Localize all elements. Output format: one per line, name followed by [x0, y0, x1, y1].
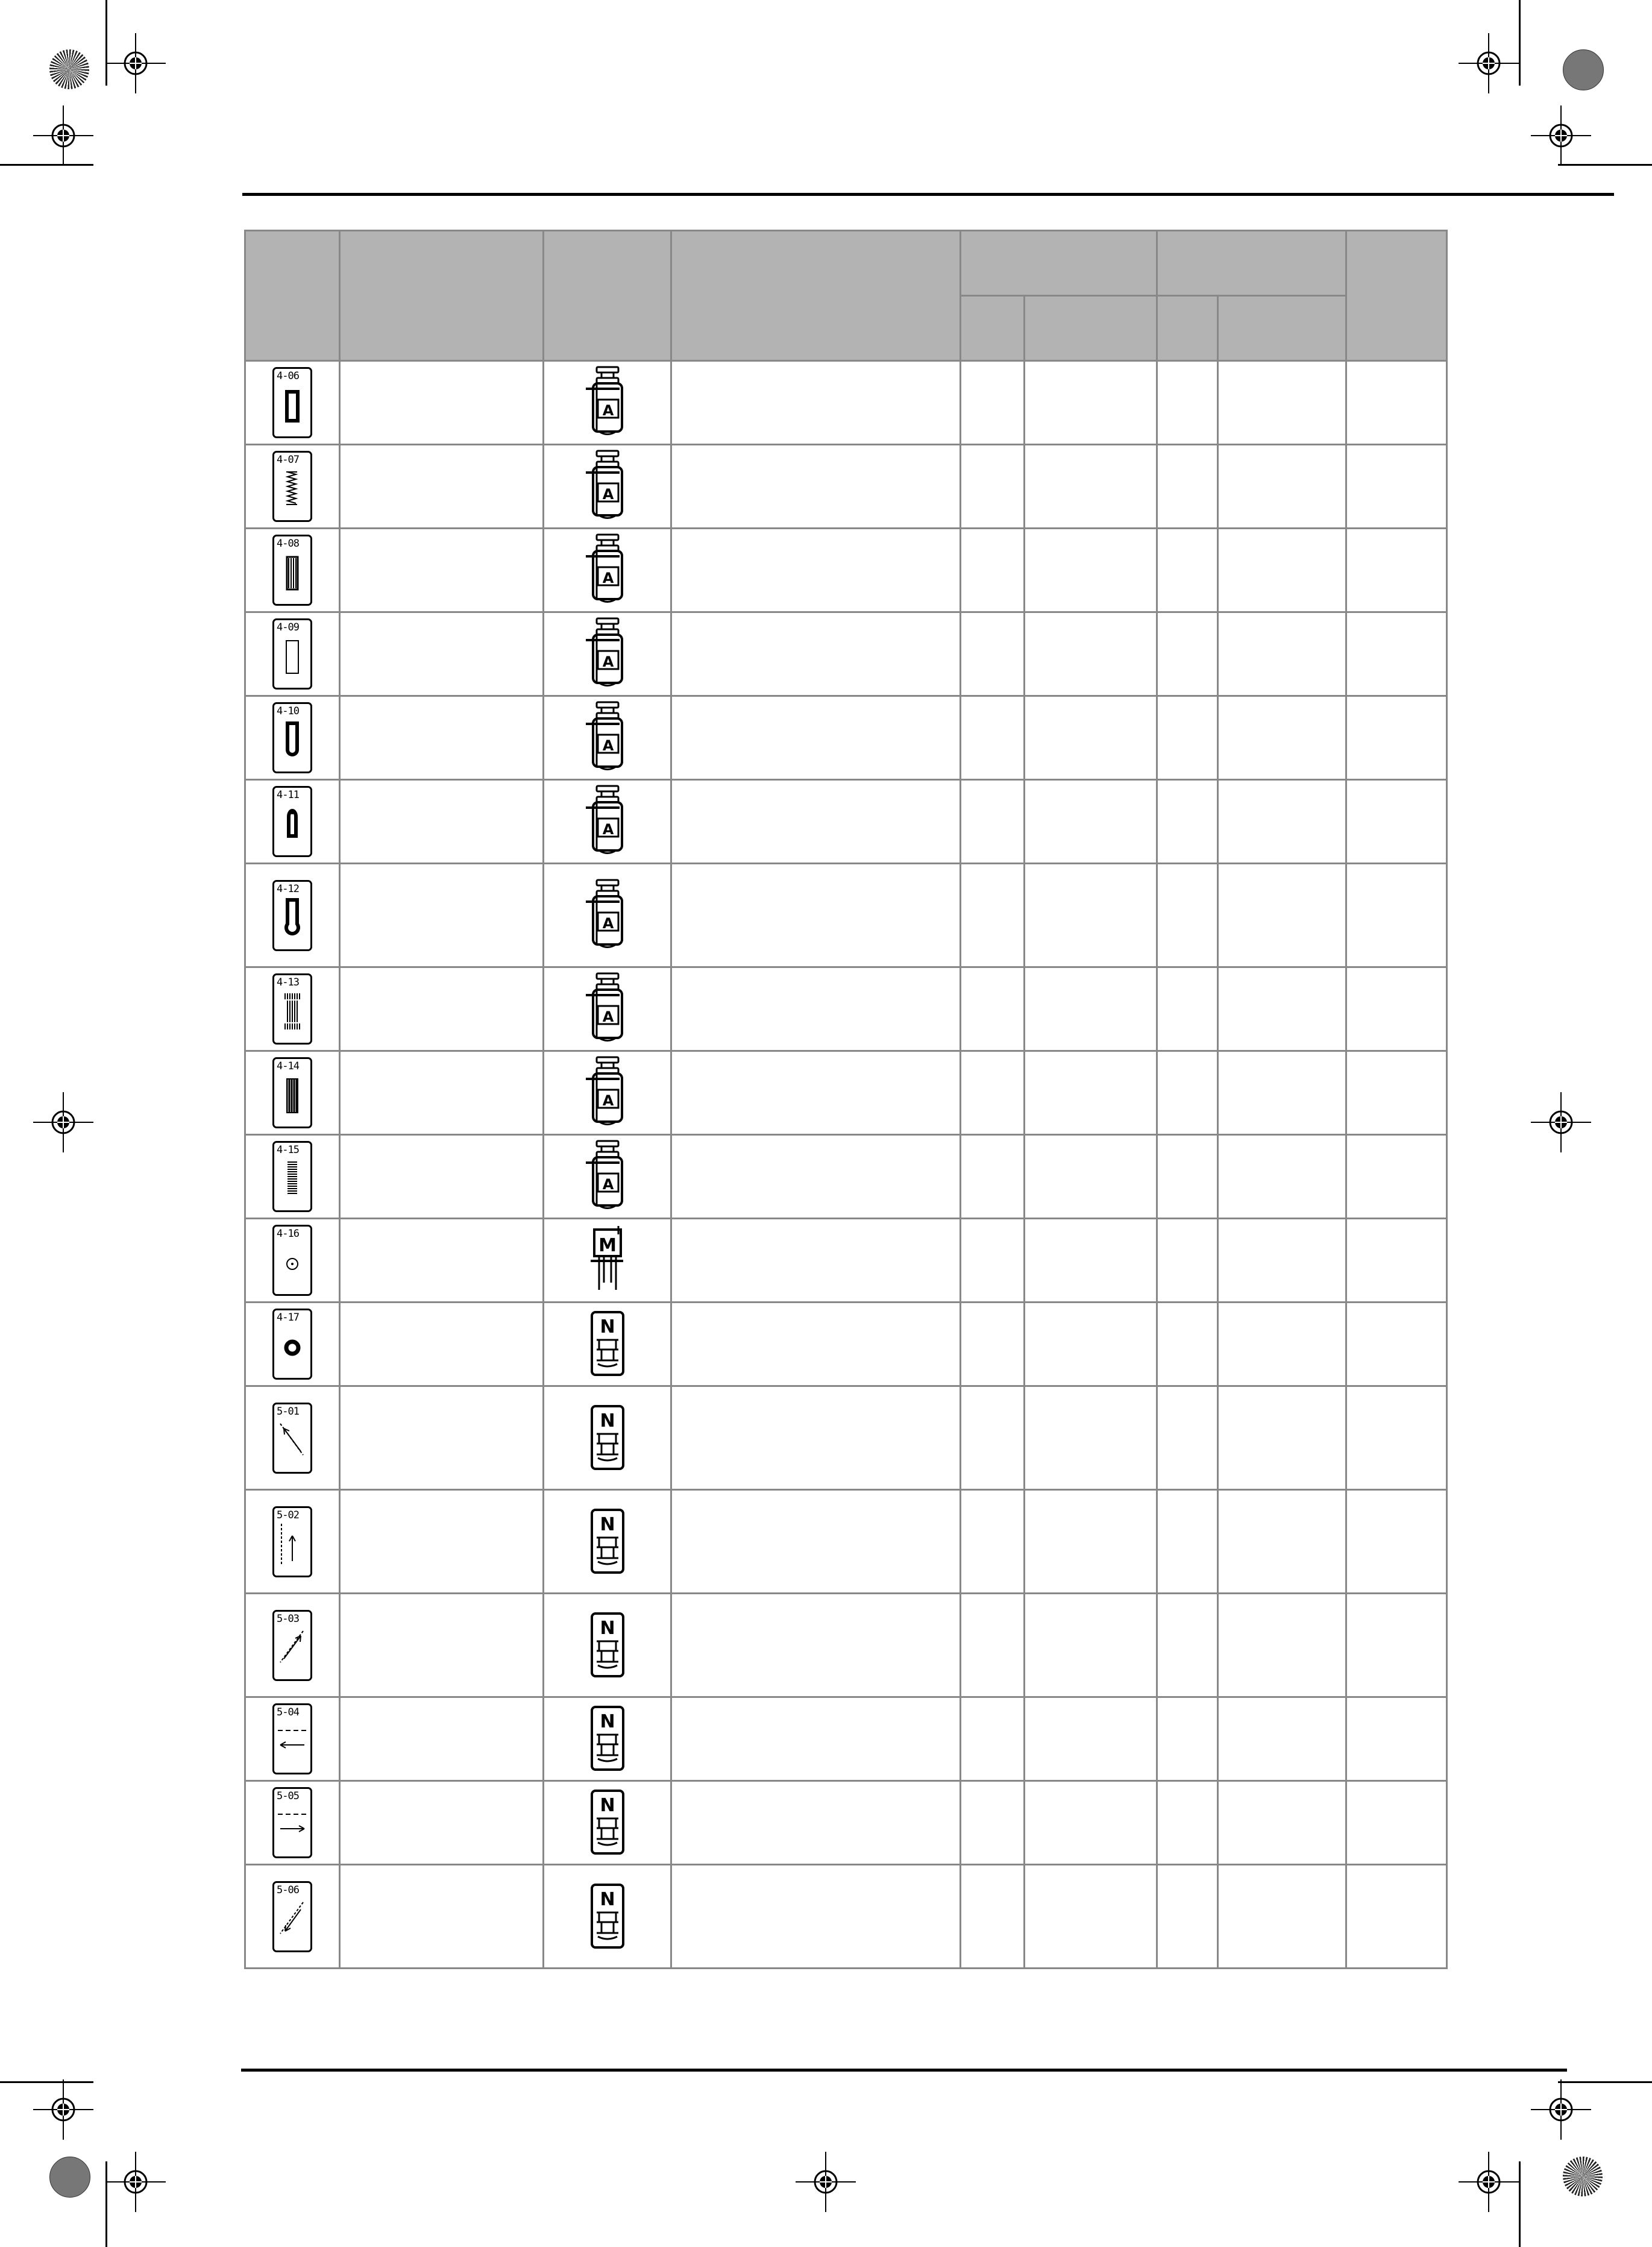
- table-cell: [1157, 361, 1218, 445]
- stitch-pattern-icon: [272, 1881, 312, 1952]
- header-subcell: [1218, 296, 1346, 361]
- stitch-pattern-icon: [272, 973, 312, 1045]
- svg-text:N: N: [599, 1513, 615, 1535]
- stitch-icon-cell: [245, 1594, 340, 1697]
- header-cell: [1346, 231, 1447, 361]
- table-cell: [1025, 780, 1157, 864]
- svg-text:M: M: [598, 1235, 617, 1256]
- table-cell: [671, 1051, 961, 1135]
- table-cell: [1346, 967, 1447, 1051]
- presser-foot-n-icon: [583, 1607, 632, 1683]
- svg-text:N: N: [599, 1795, 615, 1816]
- table-cell: [1025, 445, 1157, 529]
- table-cell: [1157, 1135, 1218, 1219]
- table-row: [245, 1303, 1447, 1386]
- table-cell: [1025, 1219, 1157, 1303]
- table-cell: [1157, 1865, 1218, 1969]
- svg-text:A: A: [602, 570, 614, 586]
- table-cell: [1346, 1051, 1447, 1135]
- stitch-code: 4-11: [277, 789, 299, 801]
- table-cell: [1025, 1490, 1157, 1594]
- stitch-icon-cell: [245, 780, 340, 864]
- table-cell: [1346, 696, 1447, 780]
- table-cell: [1025, 1135, 1157, 1219]
- table-cell: [1218, 445, 1346, 529]
- svg-text:A: A: [602, 402, 614, 419]
- table-cell: [1346, 1386, 1447, 1490]
- table-cell: [671, 1865, 961, 1969]
- registration-mark-icon: [796, 2152, 856, 2212]
- stitch-icon-cell: [245, 1697, 340, 1781]
- header-subcell: [1157, 296, 1218, 361]
- stitch-pattern-icon: [272, 451, 312, 522]
- table-cell: [1346, 1781, 1447, 1865]
- svg-text:A: A: [602, 1008, 614, 1025]
- presser-foot-a-icon: [583, 532, 632, 608]
- stitch-icon-cell: [245, 1051, 340, 1135]
- table-cell: [1346, 864, 1447, 967]
- presser-foot-a-icon: [583, 1055, 632, 1131]
- presser-foot-cell: [544, 1386, 671, 1490]
- stitch-icon-cell: [245, 696, 340, 780]
- table-cell: [1346, 1490, 1447, 1594]
- table-cell: [1157, 967, 1218, 1051]
- table-cell: [340, 1697, 544, 1781]
- table-cell: [1346, 1135, 1447, 1219]
- presser-foot-cell: [544, 1781, 671, 1865]
- table-cell: [340, 1594, 544, 1697]
- table-row: [245, 361, 1447, 445]
- table-cell: [340, 445, 544, 529]
- stitch-icon-cell: [245, 1490, 340, 1594]
- table-cell: [1218, 864, 1346, 967]
- table-cell: [961, 1386, 1025, 1490]
- table-cell: [1346, 1303, 1447, 1386]
- presser-foot-n-icon: [583, 1504, 632, 1580]
- top-rule: [242, 193, 1614, 196]
- table-cell: [1157, 1051, 1218, 1135]
- svg-text:N: N: [599, 1617, 615, 1639]
- presser-foot-cell: [544, 696, 671, 780]
- table-cell: [1218, 1594, 1346, 1697]
- table-cell: [1157, 864, 1218, 967]
- presser-foot-a-icon: [583, 365, 632, 441]
- presser-foot-a-icon: [583, 971, 632, 1047]
- presser-foot-a-icon: [583, 784, 632, 860]
- table-cell: [1025, 696, 1157, 780]
- table-cell: [961, 1219, 1025, 1303]
- table-body: [245, 361, 1447, 1969]
- stitch-pattern-icon: [272, 786, 312, 857]
- table-cell: [961, 1865, 1025, 1969]
- stitch-pattern-icon: [272, 1403, 312, 1474]
- registration-mark-icon: [33, 2079, 93, 2140]
- table-row: [245, 864, 1447, 967]
- svg-text:A: A: [602, 821, 614, 838]
- table-cell: [1025, 864, 1157, 967]
- header-cell: [340, 231, 544, 361]
- table-cell: [961, 696, 1025, 780]
- table-header: [245, 231, 1447, 361]
- table-cell: [340, 1303, 544, 1386]
- table-cell: [671, 967, 961, 1051]
- stitch-code: 5-03: [277, 1612, 299, 1625]
- table-cell: [340, 1219, 544, 1303]
- table-cell: [671, 612, 961, 696]
- stitch-pattern-icon: [272, 1610, 312, 1681]
- svg-text:A: A: [602, 1092, 614, 1109]
- stitch-code: 4-17: [277, 1312, 299, 1324]
- color-bar-disc: [49, 2157, 90, 2198]
- registration-mark-icon: [1531, 105, 1591, 166]
- presser-foot-n-icon: [583, 1400, 632, 1476]
- presser-foot-cell: [544, 1303, 671, 1386]
- presser-foot-cell: [544, 1219, 671, 1303]
- stitch-pattern-icon: [272, 618, 312, 690]
- table-cell: [961, 780, 1025, 864]
- table-cell: [1157, 1490, 1218, 1594]
- table-cell: [1157, 780, 1218, 864]
- stitch-code: 5-04: [277, 1706, 299, 1718]
- stitch-code: 4-16: [277, 1228, 299, 1240]
- header-subcell: [961, 296, 1025, 361]
- table-cell: [1157, 529, 1218, 612]
- stitch-icon-cell: [245, 864, 340, 967]
- presser-foot-cell: [544, 529, 671, 612]
- table-cell: [1218, 612, 1346, 696]
- presser-foot-a-icon: [583, 616, 632, 692]
- table-cell: [961, 529, 1025, 612]
- table-cell: [340, 529, 544, 612]
- table-cell: [671, 1386, 961, 1490]
- presser-foot-n-icon: [583, 1701, 632, 1777]
- table-cell: [671, 696, 961, 780]
- table-cell: [671, 445, 961, 529]
- table-row: [245, 1490, 1447, 1594]
- table-cell: [1157, 445, 1218, 529]
- header-cell: [544, 231, 671, 361]
- header-subcell: [1025, 296, 1157, 361]
- table-cell: [671, 1135, 961, 1219]
- table-cell: [1218, 1865, 1346, 1969]
- table-cell: [1025, 967, 1157, 1051]
- presser-foot-cell: [544, 864, 671, 967]
- table-cell: [671, 1303, 961, 1386]
- table-cell: [961, 1051, 1025, 1135]
- table-cell: [340, 864, 544, 967]
- table-cell: [1157, 1303, 1218, 1386]
- table-cell: [1157, 1386, 1218, 1490]
- table-cell: [961, 1697, 1025, 1781]
- stitch-code: 4-10: [277, 705, 299, 717]
- table-cell: [671, 1781, 961, 1865]
- table-cell: [1346, 780, 1447, 864]
- table-cell: [1218, 1135, 1346, 1219]
- table-row: [245, 612, 1447, 696]
- table-cell: [1157, 1697, 1218, 1781]
- stitch-code: 4-14: [277, 1060, 299, 1072]
- stitch-pattern-icon: [272, 367, 312, 438]
- presser-foot-cell: [544, 967, 671, 1051]
- presser-foot-n-icon: [583, 1879, 632, 1955]
- stitch-icon-cell: [245, 1303, 340, 1386]
- stitch-code: 4-12: [277, 882, 299, 895]
- table-row: [245, 780, 1447, 864]
- table-cell: [1218, 1697, 1346, 1781]
- registration-mark-icon: [105, 33, 166, 93]
- presser-foot-cell: [544, 780, 671, 864]
- table-cell: [671, 361, 961, 445]
- presser-foot-m-icon: [583, 1222, 632, 1298]
- stitch-code: 5-05: [277, 1790, 299, 1802]
- stitch-pattern-icon: [272, 1225, 312, 1296]
- table-cell: [961, 361, 1025, 445]
- table-cell: [1025, 1697, 1157, 1781]
- header-cell: [671, 231, 961, 361]
- stitch-icon-cell: [245, 1865, 340, 1969]
- table-cell: [1025, 529, 1157, 612]
- table-cell: [1218, 1303, 1346, 1386]
- table-cell: [1346, 1219, 1447, 1303]
- table-cell: [671, 529, 961, 612]
- table-cell: [1218, 1386, 1346, 1490]
- header-group-cell: [1157, 231, 1346, 296]
- table-cell: [1025, 1781, 1157, 1865]
- table-cell: [961, 1490, 1025, 1594]
- table-cell: [671, 864, 961, 967]
- table-cell: [1346, 1865, 1447, 1969]
- table-cell: [671, 780, 961, 864]
- registration-mark-icon: [1459, 2152, 1519, 2212]
- table-row: [245, 1219, 1447, 1303]
- table-row: [245, 1386, 1447, 1490]
- table-cell: [1346, 445, 1447, 529]
- table-cell: [1218, 696, 1346, 780]
- presser-foot-a-icon: [583, 448, 632, 524]
- table-cell: [1218, 780, 1346, 864]
- color-bar-disc: [49, 49, 89, 89]
- registration-mark-icon: [105, 2152, 166, 2212]
- table-cell: [671, 1490, 961, 1594]
- table-cell: [961, 1781, 1025, 1865]
- svg-text:N: N: [599, 1316, 615, 1337]
- table-cell: [961, 1594, 1025, 1697]
- table-cell: [1157, 612, 1218, 696]
- table-cell: [1218, 1051, 1346, 1135]
- stitch-icon-cell: [245, 361, 340, 445]
- table-cell: [671, 1697, 961, 1781]
- stitch-icon-cell: [245, 529, 340, 612]
- stitch-icon-cell: [245, 1219, 340, 1303]
- table-row: [245, 1781, 1447, 1865]
- table-cell: [1025, 1386, 1157, 1490]
- table-cell: [340, 612, 544, 696]
- table-cell: [340, 361, 544, 445]
- presser-foot-n-icon: [583, 1306, 632, 1382]
- stitch-code: 4-07: [277, 454, 299, 466]
- table-cell: [671, 1219, 961, 1303]
- table-cell: [340, 1051, 544, 1135]
- table-row: [245, 1594, 1447, 1697]
- table-cell: [1218, 529, 1346, 612]
- stitch-icon-cell: [245, 445, 340, 529]
- crop-mark: [1519, 0, 1521, 86]
- table-cell: [1218, 1781, 1346, 1865]
- table-cell: [1218, 1490, 1346, 1594]
- table-cell: [961, 445, 1025, 529]
- presser-foot-cell: [544, 1135, 671, 1219]
- stitch-code: 5-01: [277, 1405, 299, 1418]
- presser-foot-cell: [544, 1865, 671, 1969]
- presser-foot-cell: [544, 1051, 671, 1135]
- table-cell: [1157, 1594, 1218, 1697]
- table-cell: [1157, 1781, 1218, 1865]
- svg-text:A: A: [602, 486, 614, 503]
- table-cell: [1157, 1219, 1218, 1303]
- header-group-cell: [961, 231, 1157, 296]
- registration-mark-icon: [33, 1092, 93, 1152]
- stitch-pattern-icon: [272, 1309, 312, 1380]
- stitch-code: 5-02: [277, 1509, 299, 1521]
- bottom-rule: [241, 2069, 1567, 2072]
- table-cell: [1218, 1219, 1346, 1303]
- table-row: [245, 696, 1447, 780]
- table-row: [245, 445, 1447, 529]
- table-row: [245, 967, 1447, 1051]
- stitch-icon-cell: [245, 967, 340, 1051]
- svg-text:N: N: [599, 1888, 615, 1910]
- stitch-icon-cell: [245, 1135, 340, 1219]
- table-cell: [340, 1865, 544, 1969]
- stitch-pattern-icon: [272, 1057, 312, 1128]
- stitch-pattern-icon: [272, 1141, 312, 1212]
- table-cell: [1025, 612, 1157, 696]
- table-cell: [340, 780, 544, 864]
- table-cell: [340, 1135, 544, 1219]
- svg-text:A: A: [602, 653, 614, 670]
- table-cell: [1025, 1303, 1157, 1386]
- table-cell: [1025, 1051, 1157, 1135]
- stitch-code: 5-06: [277, 1884, 299, 1896]
- presser-foot-cell: [544, 612, 671, 696]
- stitch-code: 4-15: [277, 1144, 299, 1156]
- stitch-code: 4-09: [277, 621, 299, 633]
- color-bar-disc: [1563, 49, 1604, 90]
- svg-text:A: A: [602, 737, 614, 754]
- table-cell: [1346, 361, 1447, 445]
- table-cell: [1346, 612, 1447, 696]
- stitch-pattern-icon: [272, 1506, 312, 1577]
- table-cell: [1157, 696, 1218, 780]
- svg-text:N: N: [599, 1711, 615, 1732]
- stitch-icon-cell: [245, 1386, 340, 1490]
- table-cell: [961, 967, 1025, 1051]
- table-row: [245, 529, 1447, 612]
- registration-mark-icon: [1531, 2079, 1591, 2140]
- stitch-code: 4-06: [277, 370, 299, 382]
- presser-foot-cell: [544, 445, 671, 529]
- presser-foot-a-icon: [583, 700, 632, 776]
- stitch-pattern-icon: [272, 880, 312, 951]
- table-cell: [340, 696, 544, 780]
- crop-mark: [1519, 2161, 1521, 2247]
- svg-text:A: A: [602, 914, 614, 932]
- table-cell: [1218, 967, 1346, 1051]
- stitch-icon-cell: [245, 1781, 340, 1865]
- table-cell: [340, 1490, 544, 1594]
- stitch-icon-cell: [245, 612, 340, 696]
- table-cell: [1218, 361, 1346, 445]
- stitch-pattern-icon: [272, 535, 312, 606]
- table-row: [245, 1051, 1447, 1135]
- presser-foot-a-icon: [583, 1139, 632, 1215]
- table-row: [245, 1135, 1447, 1219]
- table-row: [245, 1865, 1447, 1969]
- table-cell: [1025, 1865, 1157, 1969]
- stitch-code: 4-13: [277, 976, 299, 988]
- presser-foot-a-icon: [583, 878, 632, 954]
- table-cell: [1025, 361, 1157, 445]
- table-cell: [671, 1594, 961, 1697]
- stitch-pattern-icon: [272, 1703, 312, 1774]
- presser-foot-cell: [544, 1697, 671, 1781]
- table-cell: [340, 1386, 544, 1490]
- table-cell: [340, 967, 544, 1051]
- table-cell: [961, 612, 1025, 696]
- presser-foot-cell: [544, 1594, 671, 1697]
- header-cell: [245, 231, 340, 361]
- table-cell: [1346, 529, 1447, 612]
- svg-text:A: A: [602, 1176, 614, 1193]
- registration-mark-icon: [1459, 33, 1519, 93]
- table-cell: [961, 1303, 1025, 1386]
- registration-mark-icon: [1531, 1092, 1591, 1152]
- table-cell: [1346, 1594, 1447, 1697]
- table-row: [245, 1697, 1447, 1781]
- registration-mark-icon: [33, 105, 93, 166]
- color-bar-disc: [1563, 2157, 1603, 2196]
- table-cell: [1025, 1594, 1157, 1697]
- presser-foot-n-icon: [583, 1785, 632, 1861]
- stitch-pattern-icon: [272, 702, 312, 773]
- table-cell: [961, 864, 1025, 967]
- svg-text:N: N: [599, 1410, 615, 1431]
- stitch-table: [244, 230, 1448, 1969]
- presser-foot-cell: [544, 1490, 671, 1594]
- table-cell: [961, 1135, 1025, 1219]
- presser-foot-cell: [544, 361, 671, 445]
- table-cell: [340, 1781, 544, 1865]
- stitch-pattern-icon: [272, 1787, 312, 1858]
- stitch-code: 4-08: [277, 538, 299, 550]
- table-cell: [1346, 1697, 1447, 1781]
